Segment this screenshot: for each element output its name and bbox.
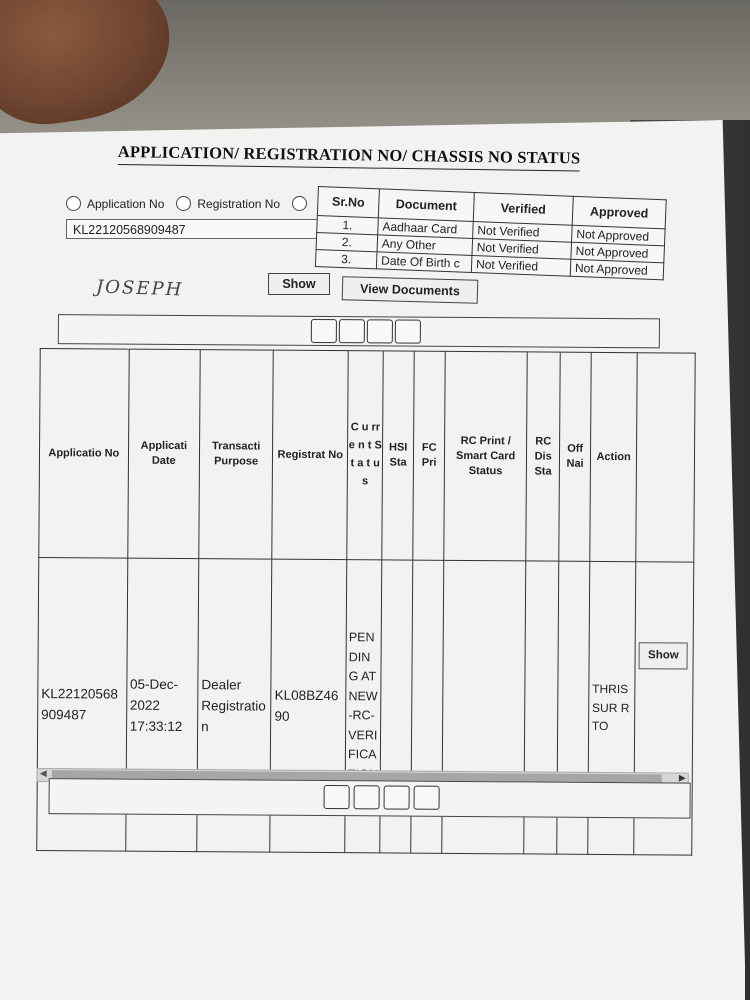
- pager-first-button[interactable]: [311, 319, 337, 343]
- documents-table: [315, 186, 667, 280]
- radio-label-registration-no: Registration No: [197, 196, 281, 211]
- pager-bottom: [48, 778, 690, 818]
- radio-chassis-no[interactable]: [292, 196, 307, 211]
- document-approved: Not Approved: [572, 225, 666, 246]
- pager-top: [58, 314, 660, 348]
- col-header-document: Document: [378, 189, 474, 222]
- cell-action-office: THRISSUR RTO: [588, 561, 637, 854]
- col-header-action: Action: [590, 352, 638, 561]
- col-header-verified: Verified: [473, 193, 573, 226]
- col-header-current-status: C u rr e n t S t a t u s: [347, 351, 384, 560]
- document-approved: Not Approved: [571, 242, 665, 263]
- document-verified: Not Verified: [473, 221, 573, 242]
- document-name: Aadhaar Card: [378, 218, 474, 239]
- view-documents-button[interactable]: View Documents: [342, 276, 479, 304]
- pager-prev-button[interactable]: [339, 319, 365, 343]
- col-header-transaction-purpose: Transacti Purpose: [199, 350, 274, 560]
- document-name: Any Other: [377, 235, 473, 256]
- status-grid-panel: [32, 312, 696, 827]
- document-approved: Not Approved: [570, 259, 664, 280]
- radio-label-application-no: Application No: [87, 196, 165, 211]
- document-sr: 1.: [317, 215, 379, 234]
- scroll-left-arrow-icon[interactable]: ◀: [39, 768, 47, 779]
- radio-application-no[interactable]: [66, 196, 81, 211]
- document-verified: Not Verified: [471, 255, 571, 276]
- cell-application-no: KL22120568909487: [37, 558, 128, 852]
- col-header-empty: [636, 353, 695, 562]
- search-type-options: [66, 196, 313, 211]
- pager-last-button[interactable]: [395, 320, 421, 344]
- document-sr: 2.: [316, 232, 378, 251]
- cell-application-date: 05-Dec-2022 17:33:12: [125, 558, 198, 851]
- document-name: Date Of Birth c: [376, 252, 472, 273]
- application-no-input[interactable]: KL22120568909487: [66, 219, 326, 239]
- cell-current-status: PENDING AT NEW-RC-VERIFICATION: [345, 560, 382, 853]
- col-header-approved: Approved: [572, 196, 666, 229]
- status-header-row: [39, 349, 695, 563]
- show-button[interactable]: Show: [268, 273, 330, 295]
- pager-next-button[interactable]: [384, 785, 410, 809]
- col-header-fc-print: FC Pri: [413, 351, 446, 560]
- pager-first-button[interactable]: [324, 785, 350, 809]
- pager-last-button[interactable]: [414, 786, 440, 810]
- row-show-button[interactable]: Show: [639, 642, 688, 669]
- col-header-application-date: Applicati Date: [127, 349, 200, 558]
- page-title: APPLICATION/ REGISTRATION NO/ CHASSIS NO STATUS: [118, 142, 581, 171]
- radio-registration-no[interactable]: [176, 196, 191, 211]
- pager-next-button[interactable]: [367, 319, 393, 343]
- cell-transaction-purpose: Dealer Registration: [197, 559, 272, 853]
- col-header-office-name: Off Nai: [559, 352, 591, 561]
- col-header-registration-no: Registrat No: [272, 350, 348, 560]
- col-header-application-no: Applicatio No: [39, 349, 129, 559]
- col-header-hsrp-status: HSI Sta: [382, 351, 414, 560]
- col-header-rc-print-status: RC Print / Smart Card Status: [444, 351, 527, 561]
- handwritten-name: JOSEPH: [95, 276, 184, 301]
- document-verified: Not Verified: [472, 238, 572, 259]
- col-header-rc-dispatch-status: RC Dis Sta: [526, 352, 561, 561]
- cell-registration-no: KL08BZ4690: [270, 559, 347, 853]
- col-header-sr-no: Sr.No: [317, 187, 379, 218]
- document-sr: 3.: [315, 249, 377, 268]
- pager-prev-button[interactable]: [354, 785, 380, 809]
- scroll-right-arrow-icon[interactable]: ▶: [678, 772, 686, 783]
